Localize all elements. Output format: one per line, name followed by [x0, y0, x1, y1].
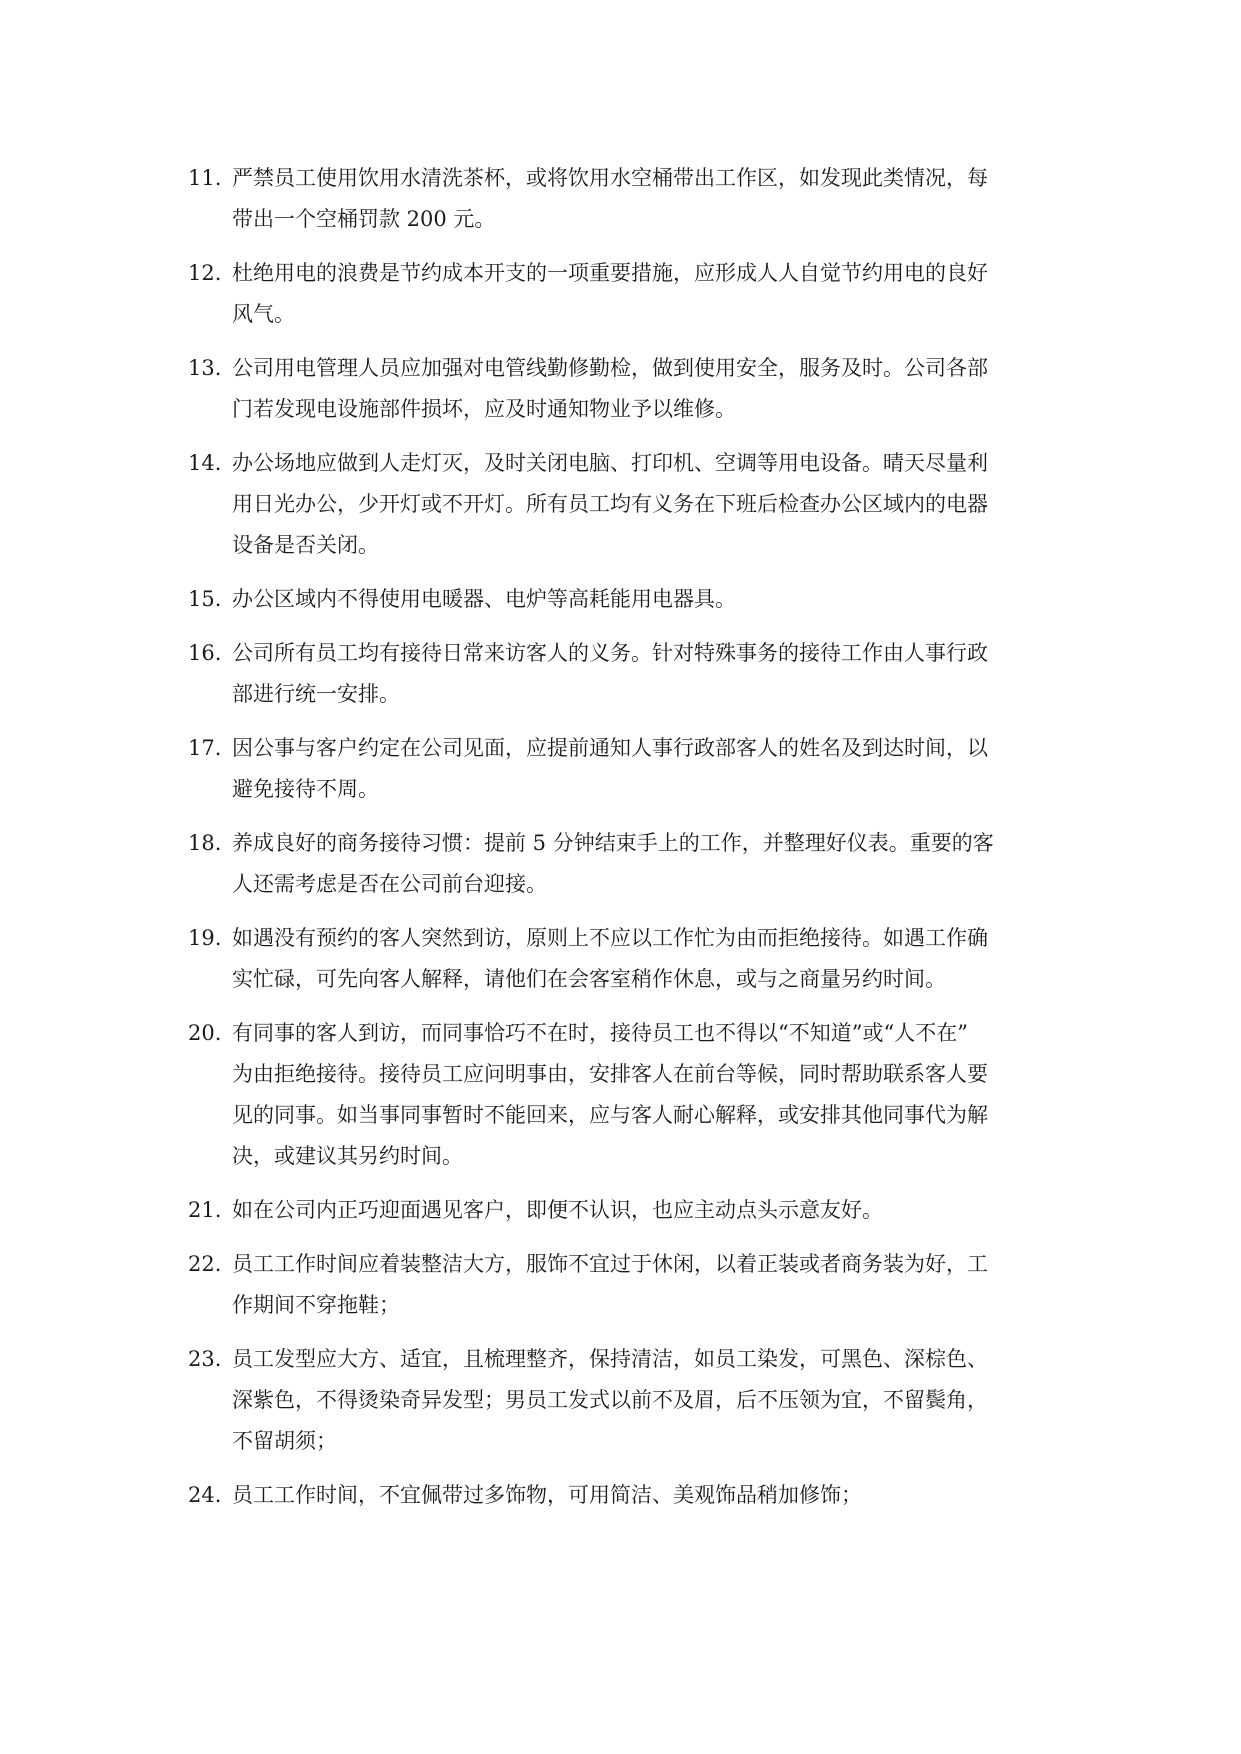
- rule-text-line: 避免接待不周。: [232, 777, 379, 801]
- rule-text: [232, 158, 1068, 240]
- rule-number: 24.: [188, 1483, 222, 1507]
- rule-text: [232, 1190, 1068, 1231]
- rule-text: [232, 253, 1068, 335]
- rule-number: 17.: [188, 736, 222, 760]
- rule-text-line: 员工发型应大方、适宜，且梳理整齐，保持清洁，如员工染发，可黑色、深棕色、: [232, 1347, 988, 1371]
- rule-number: 11.: [188, 166, 222, 190]
- rule-text-line: 为由拒绝接待。接待员工应问明事由，安排客人在前台等候，同时帮助联系客人要: [232, 1062, 988, 1086]
- rule-number: 20.: [188, 1021, 222, 1045]
- rule-text-line: 公司用电管理人员应加强对电管线勤修勤检，做到使用安全，服务及时。公司各部: [232, 356, 988, 380]
- rule-item: [188, 1339, 1068, 1462]
- rule-text-line: 如在公司内正巧迎面遇见客户，即便不认识，也应主动点头示意友好。: [232, 1198, 883, 1222]
- rule-item: [188, 1190, 1068, 1231]
- rule-number: 16.: [188, 641, 222, 665]
- rule-number: 18.: [188, 831, 222, 855]
- rule-text: [232, 1244, 1068, 1326]
- rule-number: 22.: [188, 1252, 222, 1276]
- rule-item: [188, 158, 1068, 240]
- rule-text: [232, 1013, 1068, 1177]
- rule-number: 21.: [188, 1198, 222, 1222]
- rule-text-line: 严禁员工使用饮用水清洗茶杯，或将饮用水空桶带出工作区，如发现此类情况，每: [232, 166, 988, 190]
- rule-number: 12.: [188, 261, 222, 285]
- rule-text-line: 不留胡须；: [232, 1429, 337, 1453]
- rule-item: [188, 728, 1068, 810]
- rule-item: [188, 253, 1068, 335]
- rule-text-line: 部进行统一安排。: [232, 682, 400, 706]
- rule-text: [232, 918, 1068, 1000]
- rule-item: [188, 918, 1068, 1000]
- rule-number: 23.: [188, 1347, 222, 1371]
- rule-number: 13.: [188, 356, 222, 380]
- rule-text-line: 作期间不穿拖鞋；: [232, 1293, 400, 1317]
- rule-number: 14.: [188, 451, 222, 475]
- rule-text: [232, 348, 1068, 430]
- rule-text-line: 设备是否关闭。: [232, 533, 379, 557]
- rule-text: [232, 579, 1068, 620]
- rule-item: [188, 633, 1068, 715]
- rule-text-line: 因公事与客户约定在公司见面，应提前通知人事行政部客人的姓名及到达时间，以: [232, 736, 988, 760]
- rule-text-line: 办公区域内不得使用电暖器、电炉等高耗能用电器具。: [232, 587, 736, 611]
- rule-text: [232, 633, 1068, 715]
- rule-text-line: 人还需考虑是否在公司前台迎接。: [232, 872, 547, 896]
- rule-text-line: 有同事的客人到访，而同事恰巧不在时，接待员工也不得以“不知道”或“人不在”: [232, 1021, 968, 1045]
- rule-item: [188, 579, 1068, 620]
- rule-text: [232, 728, 1068, 810]
- rule-text-line: 办公场地应做到人走灯灭，及时关闭电脑、打印机、空调等用电设备。晴天尽量利: [232, 451, 988, 475]
- rule-text: [232, 1339, 1068, 1462]
- rule-text-line: 如遇没有预约的客人突然到访，原则上不应以工作忙为由而拒绝接待。如遇工作确: [232, 926, 988, 950]
- rule-item: [188, 823, 1068, 905]
- rule-text-line: 公司所有员工均有接待日常来访客人的义务。针对特殊事务的接待工作由人事行政: [232, 641, 988, 665]
- rule-text-line: 养成良好的商务接待习惯：提前 5 分钟结束手上的工作，并整理好仪表。重要的客: [232, 831, 994, 855]
- rule-text-line: 员工工作时间应着装整洁大方，服饰不宜过于休闲，以着正装或者商务装为好，工: [232, 1252, 988, 1276]
- rule-text-line: 带出一个空桶罚款 200 元。: [232, 207, 496, 231]
- rule-text: [232, 443, 1068, 566]
- rule-item: [188, 443, 1068, 566]
- rule-text-line: 实忙碌，可先向客人解释，请他们在会客室稍作休息，或与之商量另约时间。: [232, 967, 946, 991]
- rule-text-line: 用日光办公，少开灯或不开灯。所有员工均有义务在下班后检查办公区域内的电器: [232, 492, 988, 516]
- rule-text: [232, 823, 1068, 905]
- rule-number: 15.: [188, 587, 222, 611]
- rule-text-line: 门若发现电设施部件损坏，应及时通知物业予以维修。: [232, 397, 736, 421]
- rule-text-line: 杜绝用电的浪费是节约成本开支的一项重要措施，应形成人人自觉节约用电的良好: [232, 261, 988, 285]
- rule-number: 19.: [188, 926, 222, 950]
- rule-item: [188, 348, 1068, 430]
- rule-item: [188, 1013, 1068, 1177]
- rule-text-line: 风气。: [232, 302, 295, 326]
- rule-text: [232, 1475, 1068, 1516]
- rule-text-line: 见的同事。如当事同事暂时不能回来，应与客人耐心解释，或安排其他同事代为解: [232, 1103, 988, 1127]
- rule-text-line: 深紫色，不得烫染奇异发型；男员工发式以前不及眉，后不压领为宜，不留鬓角，: [232, 1388, 988, 1412]
- rule-item: [188, 1475, 1068, 1516]
- rule-list: [188, 158, 1068, 1529]
- rule-text-line: 决，或建议其另约时间。: [232, 1144, 463, 1168]
- rule-item: [188, 1244, 1068, 1326]
- rule-text-line: 员工工作时间，不宜佩带过多饰物，可用简洁、美观饰品稍加修饰；: [232, 1483, 862, 1507]
